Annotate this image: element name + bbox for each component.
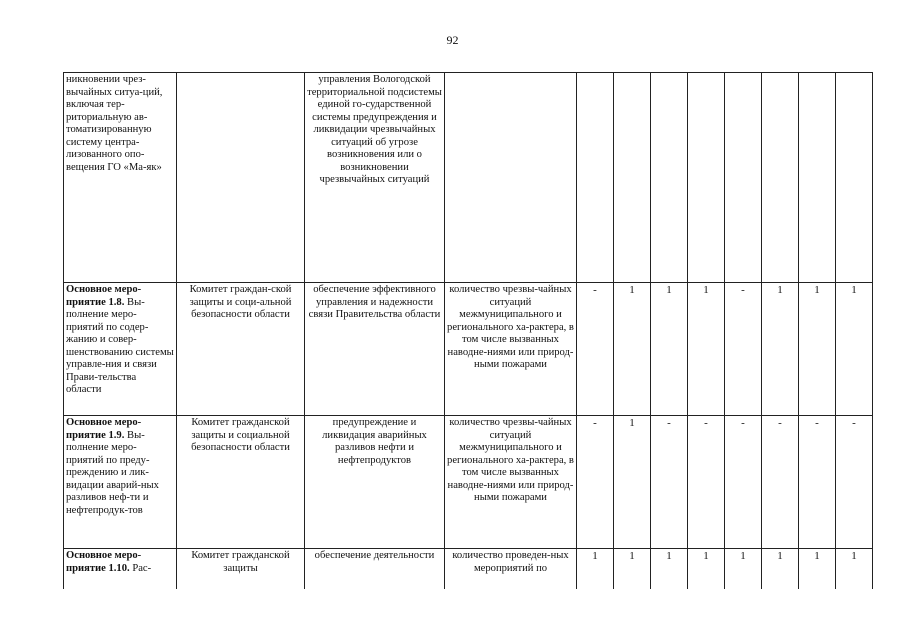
goal-cell: предупреждение и ликвидация аварийных разливов нефти и нефтепродуктов — [305, 416, 445, 549]
executor-cell: Комитет граждан-ской защиты и соци-альной безопасности области — [177, 283, 305, 416]
year-value-cell — [614, 73, 651, 283]
year-value-cell: - — [577, 283, 614, 416]
year-value-cell: 1 — [762, 283, 799, 416]
year-value-cell: - — [651, 416, 688, 549]
indicator-cell — [445, 73, 577, 283]
page-number: 92 — [446, 33, 459, 47]
executor-cell: Комитет гражданской защиты — [177, 549, 305, 589]
measure-cell — [64, 416, 177, 549]
year-value-cell: 1 — [614, 416, 651, 549]
year-value-cell: - — [577, 416, 614, 549]
goal-cell: управления Вологодской территориальной подсистемы единой го-сударственной системы предупреждения и ликвидации чрезвычайных ситуаций об угрозе возникновения или о возникновении чрезвычайных ситуаций — [305, 73, 445, 283]
table-row — [64, 416, 873, 549]
indicator-cell: количество проведен-ных мероприятий по — [445, 549, 577, 589]
measure-title: Основное меро-приятие 1.10. — [66, 550, 142, 574]
year-value-cell: 1 — [762, 549, 799, 589]
year-value-cell: - — [688, 416, 725, 549]
executor-cell: Комитет гражданской защиты и социальной безопасности области — [177, 416, 305, 549]
measure-title: Основное меро-приятие 1.9. — [66, 417, 142, 441]
year-value-cell — [688, 73, 725, 283]
year-value-cell: 1 — [725, 549, 762, 589]
measure-description: никновении чрез-вычайных ситуа-ций, включая тер-риториальную ав-томатизированную систему центра-лизованного опо-вещения ГО «Ма-як» — [66, 74, 163, 173]
year-value-cell: 1 — [799, 283, 836, 416]
year-value-cell — [836, 73, 873, 283]
year-value-cell: 1 — [688, 549, 725, 589]
goal-cell: обеспечение деятельности — [305, 549, 445, 589]
table-row — [64, 283, 873, 416]
year-value-cell: - — [725, 283, 762, 416]
indicator-cell: количество чрезвы-чайных ситуаций межмуниципального и регионального ха-рактера, в том числе вызванных наводне-ниями или природ-ными пожарами — [445, 416, 577, 549]
measure-description: Рас- — [129, 562, 152, 574]
indicator-cell: количество чрезвы-чайных ситуаций межмуниципального и регионального ха-рактера, в том числе вызванных наводне-ниями или природ-ными пожарами — [445, 283, 577, 416]
table-row — [64, 549, 873, 589]
year-value-cell: 1 — [799, 549, 836, 589]
year-value-cell — [725, 73, 762, 283]
year-value-cell — [762, 73, 799, 283]
year-value-cell: 1 — [651, 283, 688, 416]
goal-cell: обеспечение эффективного управления и надежности связи Правительства области — [305, 283, 445, 416]
year-value-cell — [799, 73, 836, 283]
measure-description: Вы-полнение меро-приятий по преду-преждению и лик-видации аварий-ных разливов неф-ти и нефтепродук-тов — [66, 429, 159, 516]
measure-description: Вы-полнение меро-приятий по содер-жанию и совер-шенствованию системы управле-ния и связи Прави-тельства области — [66, 296, 174, 395]
year-value-cell: 1 — [836, 283, 873, 416]
executor-cell — [177, 73, 305, 283]
year-value-cell — [651, 73, 688, 283]
year-value-cell: 1 — [688, 283, 725, 416]
year-value-cell: 1 — [836, 549, 873, 589]
measure-title: Основное меро-приятие 1.8. — [66, 284, 142, 308]
program-measures-table — [63, 72, 873, 589]
year-value-cell: - — [836, 416, 873, 549]
year-value-cell: 1 — [651, 549, 688, 589]
year-value-cell: 1 — [614, 283, 651, 416]
year-value-cell: - — [762, 416, 799, 549]
measure-cell — [64, 73, 177, 283]
year-value-cell: - — [725, 416, 762, 549]
year-value-cell: 1 — [614, 549, 651, 589]
measure-cell — [64, 283, 177, 416]
year-value-cell: - — [799, 416, 836, 549]
year-value-cell: 1 — [577, 549, 614, 589]
measure-cell — [64, 549, 177, 589]
table-row — [64, 73, 873, 283]
year-value-cell — [577, 73, 614, 283]
